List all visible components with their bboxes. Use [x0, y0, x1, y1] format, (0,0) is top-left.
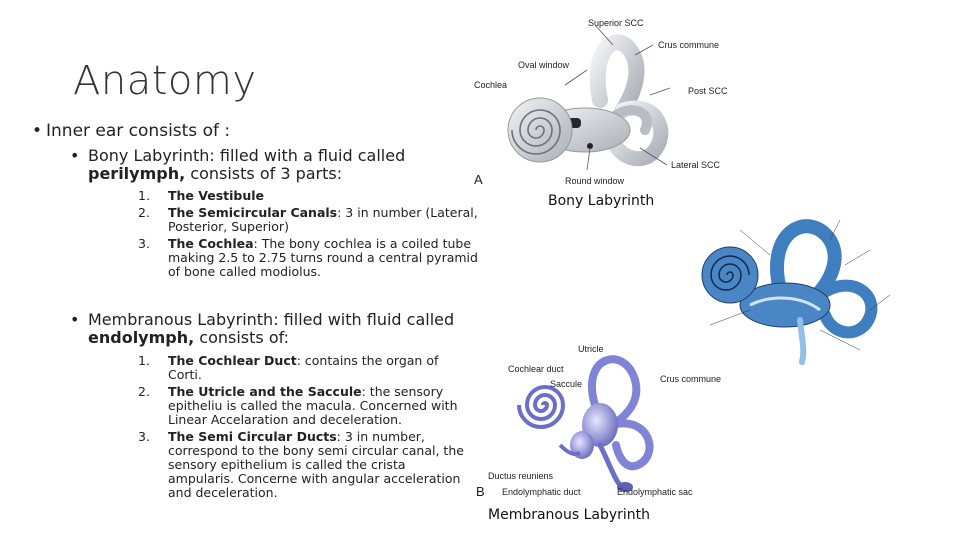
bony-labyrinth-diagram — [495, 30, 695, 190]
list-number: 1. — [138, 353, 150, 368]
caption-bony-labyrinth: Bony Labyrinth — [548, 193, 655, 209]
list-item — [138, 430, 473, 500]
label-saccule: Saccule — [550, 379, 583, 389]
list-item-text: : the sensory epitheliu is called the macula. Concerned with Linear Accelaration and deceleration. — [168, 384, 458, 427]
list-item-title: The Cochlea — [168, 236, 254, 251]
list-item — [138, 237, 488, 279]
label-cochlea: Cochlea — [474, 80, 508, 90]
bony-line1: Bony Labyrinth: filled with a fluid called — [88, 146, 406, 165]
list-item-text: : 3 in number (Lateral, Posterior, Superior) — [168, 205, 478, 234]
figure-a-letter: A — [474, 172, 483, 187]
list-item-text: : contains the organ of Corti. — [168, 353, 439, 382]
membranous-list — [138, 353, 473, 500]
list-item-title: The Vestibule — [168, 188, 265, 203]
bony-line2-rest: consists of 3 parts: — [185, 164, 343, 183]
label-superior-scc: Superior SCC — [588, 18, 644, 28]
bullet-icon: • — [70, 310, 80, 329]
caption-membranous-labyrinth: Membranous Labyrinth — [488, 507, 651, 523]
intro-text: Inner ear consists of : — [46, 121, 231, 141]
label-lateral-scc: Lateral SCC — [671, 160, 721, 170]
label-crus-commune-b: Crus commune — [660, 374, 722, 384]
list-item-title: The Semicircular Canals — [168, 205, 338, 220]
list-item — [138, 206, 488, 234]
list-item-text: : The bony cochlea is a coiled tube making 2.5 to 2.75 turns round a central pyramid of bone called modiolus. — [168, 236, 478, 279]
list-number: 2. — [138, 205, 150, 220]
list-number: 3. — [138, 236, 150, 251]
intro-bullet — [32, 121, 230, 141]
membranous-line1: Membranous Labyrinth: filled with fluid called — [88, 310, 455, 329]
list-item — [138, 189, 488, 203]
label-utricle: Utricle — [578, 344, 604, 354]
list-item-title: The Cochlear Duct — [168, 353, 297, 368]
list-number: 2. — [138, 384, 150, 399]
bullet-icon: • — [70, 146, 80, 165]
bony-list — [138, 189, 488, 282]
membranous-bullet — [70, 311, 490, 347]
list-number: 3. — [138, 429, 150, 444]
label-oval-window: Oval window — [518, 60, 570, 70]
label-cochlear-duct: Cochlear duct — [508, 364, 564, 374]
label-endolymphatic-duct: Endolymphatic duct — [502, 487, 581, 497]
labyrinth-cross-section-diagram — [670, 200, 930, 370]
bony-bullet — [70, 147, 490, 183]
list-item — [138, 354, 473, 382]
label-round-window: Round window — [565, 176, 625, 186]
membranous-line2-rest: consists of: — [194, 328, 290, 347]
membranous-fluid: endolymph, — [88, 328, 195, 347]
label-post-scc: Post SCC — [688, 86, 728, 96]
label-crus-commune-a: Crus commune — [658, 40, 720, 50]
bony-fluid: perilymph, — [88, 164, 186, 183]
list-item-title: The Utricle and the Saccule — [168, 384, 362, 399]
label-endolymphatic-sac: Endolymphatic sac — [617, 487, 693, 497]
slide-title: Anatomy — [73, 58, 257, 104]
list-number: 1. — [138, 188, 150, 203]
list-item-text: : 3 in number, correspond to the bony semi circular canal, the sensory epithelium is called the crista ampularis. Concerne with angular acceleration and deceleration. — [168, 429, 464, 500]
list-item-title: The Semi Circular Ducts — [168, 429, 337, 444]
list-item — [138, 385, 473, 427]
label-ductus-reuniens: Ductus reuniens — [488, 471, 554, 481]
figure-b-letter: B — [476, 484, 485, 499]
bullet-icon: • — [32, 121, 43, 141]
